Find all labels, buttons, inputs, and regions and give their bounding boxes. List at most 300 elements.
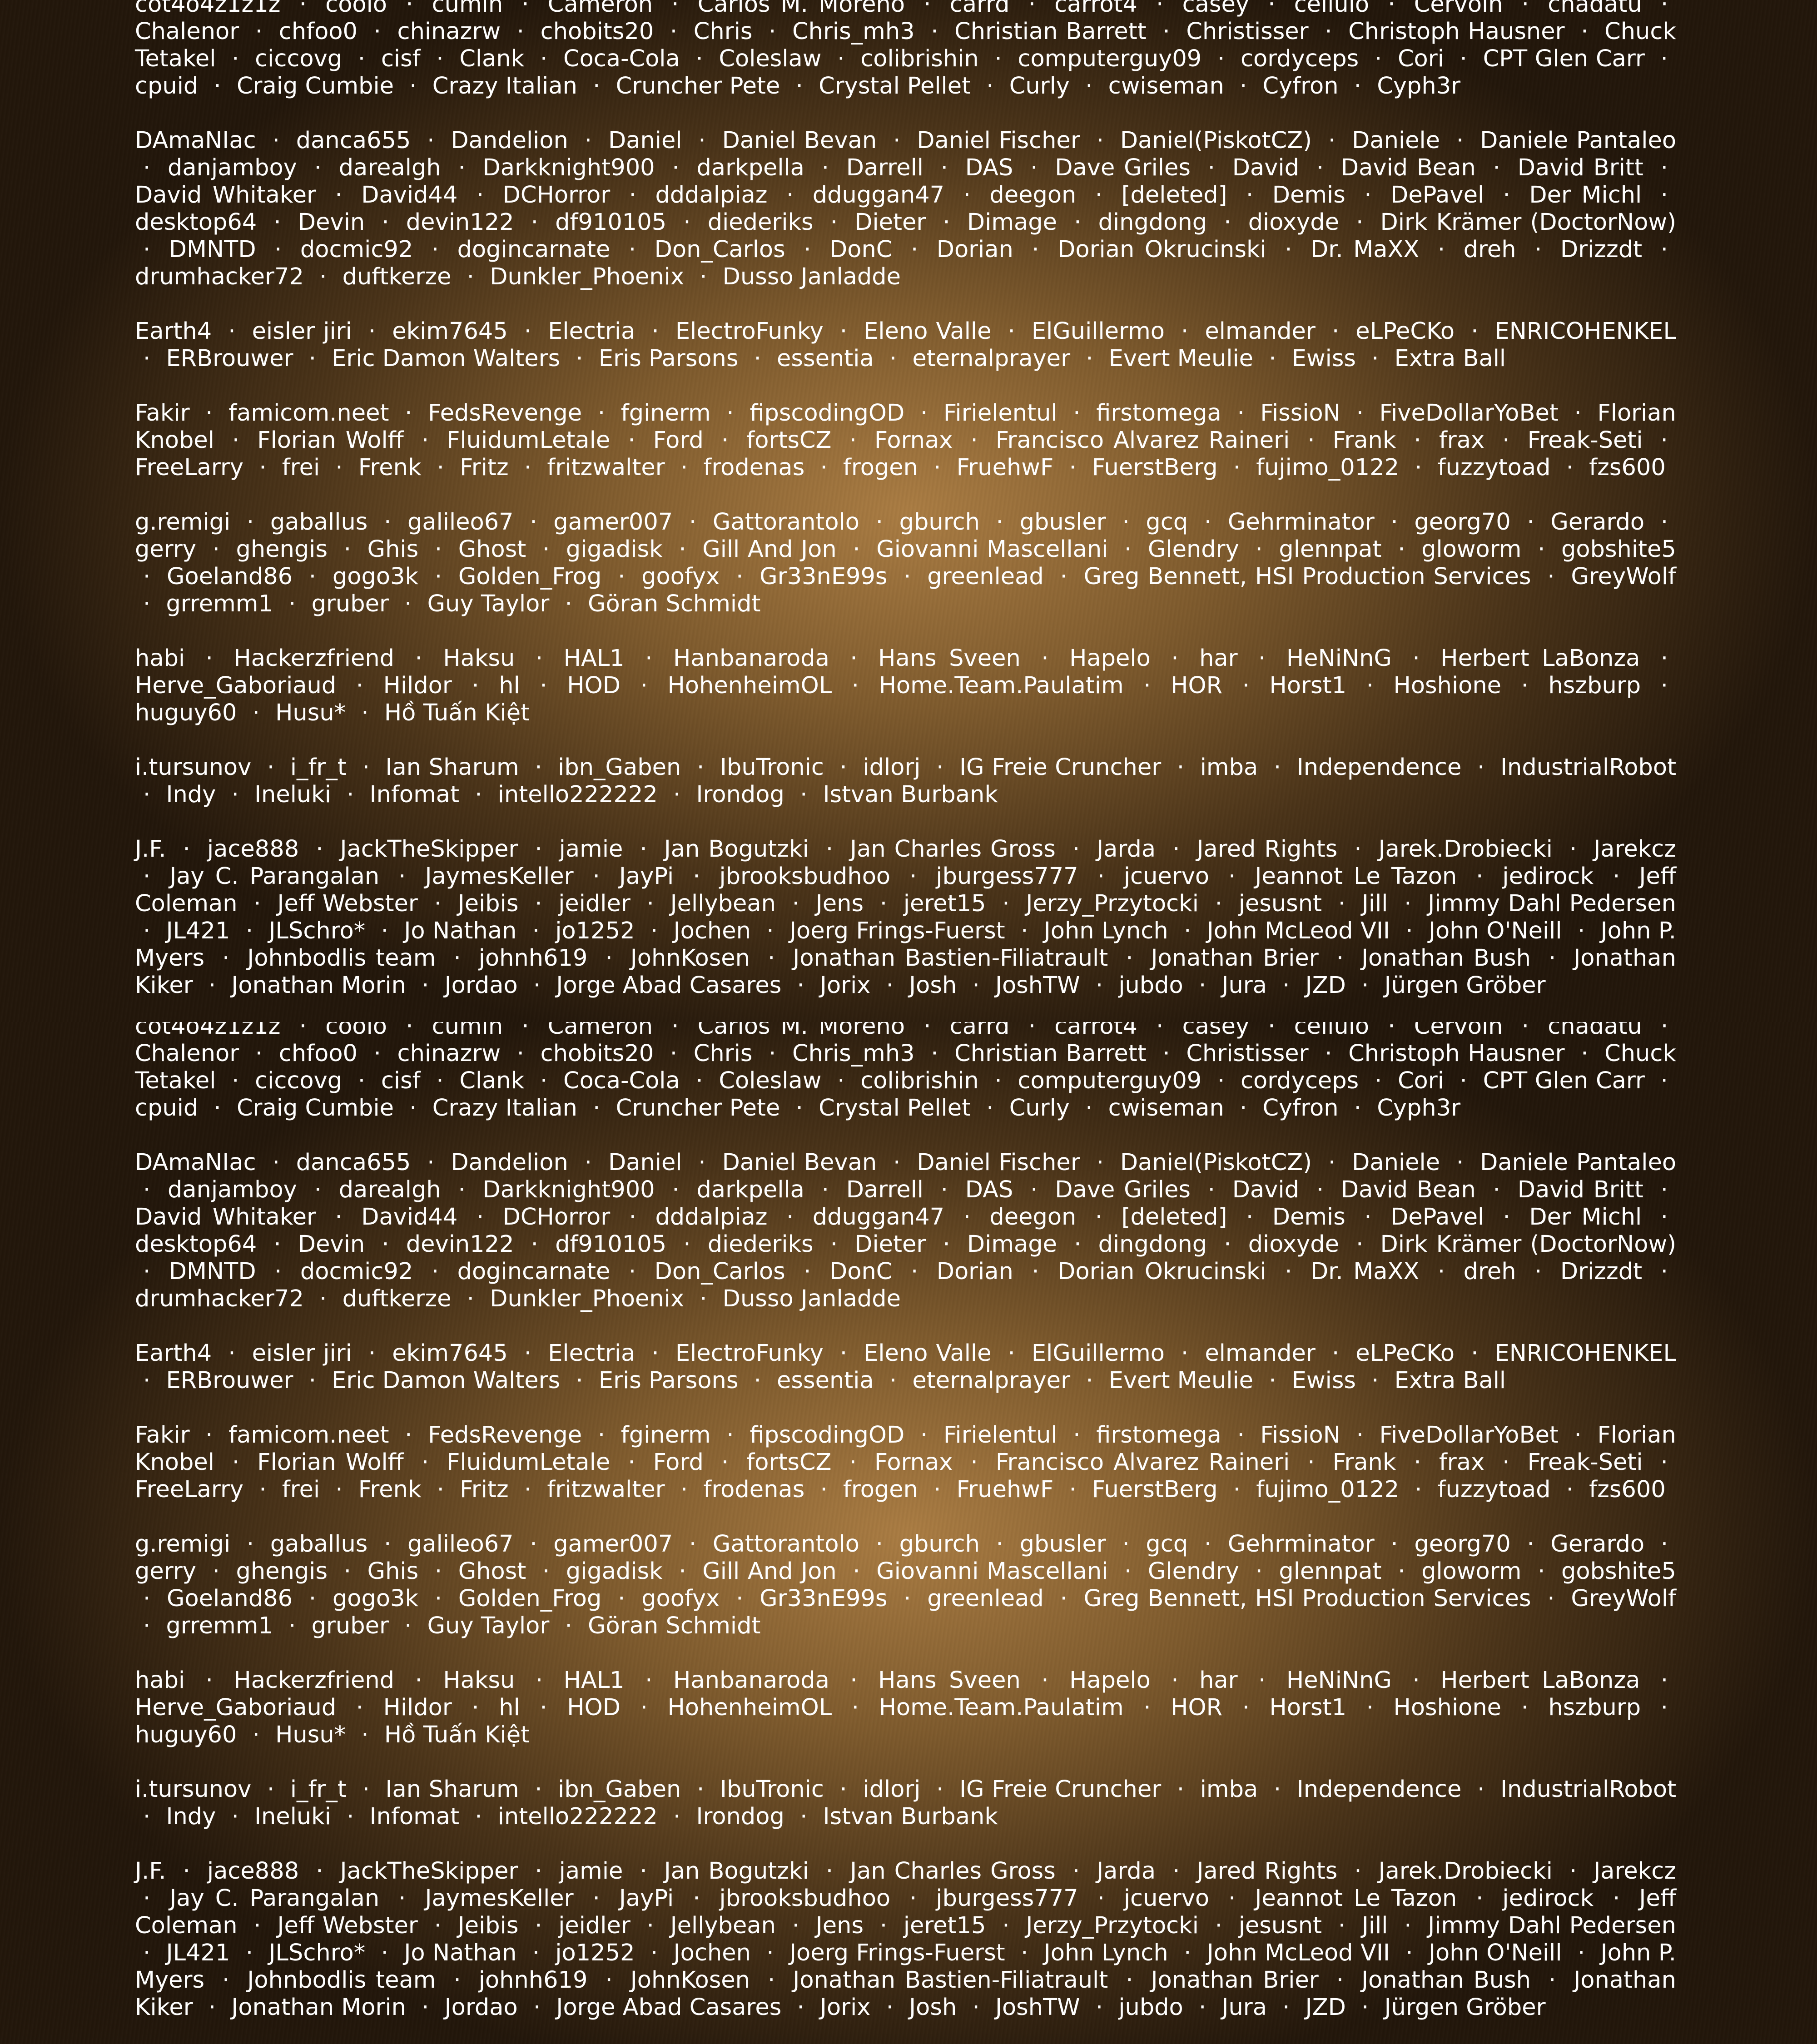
credit-name: Jeibis — [458, 1912, 519, 1939]
credit-name: ElGuillermo — [1032, 1340, 1165, 1367]
credit-name: FissioN — [1260, 1422, 1340, 1449]
credit-name: DMNTD — [169, 1258, 256, 1285]
credit-name: DonC — [829, 236, 892, 263]
credit-name: johnh619 — [479, 1967, 588, 1994]
credit-name: Daniel(PiskotCZ) — [1120, 127, 1312, 154]
credit-name: HohenheimOL — [667, 1694, 832, 1721]
credit-name: Independence — [1297, 754, 1462, 781]
credit-name: Chris_mh3 — [792, 1040, 915, 1067]
credit-name: jo1252 — [555, 1940, 635, 1966]
credit-name: Joerg Frings-Fuerst — [789, 1940, 1005, 1966]
credit-name: David44 — [361, 182, 457, 208]
credit-name: Jo Nathan — [404, 918, 516, 944]
credit-name: IG Freie Cruncher — [959, 754, 1161, 781]
credit-name: gbusler — [1020, 509, 1106, 536]
credit-name: Dorian — [937, 236, 1013, 263]
credit-name: ElectroFunky — [675, 318, 824, 345]
credit-name: fginerm — [621, 1422, 711, 1449]
credit-name: i_fr_t — [290, 1776, 347, 1803]
credit-name: hszburp — [1548, 672, 1641, 699]
credit-name: Darrell — [846, 154, 923, 181]
credit-name: JoshTW — [995, 972, 1080, 999]
credit-name: Dandelion — [451, 127, 568, 154]
credit-name: devin122 — [406, 209, 514, 236]
credit-name: Jill — [1362, 1912, 1388, 1939]
credit-name: Eris Parsons — [599, 1367, 739, 1394]
credit-name: frax — [1439, 1449, 1484, 1476]
credit-name: Chris_mh3 — [792, 18, 915, 45]
credit-name: Fritz — [460, 1476, 509, 1503]
credit-name: eternalprayer — [912, 345, 1070, 372]
credit-name: frogen — [843, 454, 918, 481]
credit-name: Cori — [1398, 1067, 1444, 1094]
credit-name: ekim7645 — [392, 318, 508, 345]
credit-name: Hapelo — [1069, 1667, 1151, 1694]
credit-name: carrd — [950, 0, 1010, 18]
credit-name: Eleno Valle — [864, 318, 991, 345]
credit-name: Jerzy_Przytocki — [1026, 1912, 1199, 1939]
credit-name: fortsCZ — [746, 427, 831, 454]
credit-name: IndustrialRobot — [1500, 1776, 1676, 1803]
credit-name: jedirock — [1502, 863, 1594, 890]
credit-name: gaballus — [270, 509, 367, 536]
credit-name: Jonathan Bush — [1361, 945, 1531, 972]
credit-name: glennpat — [1279, 536, 1381, 563]
credit-name: cumin — [432, 1022, 503, 1040]
credit-name: Jo Nathan — [404, 1940, 516, 1966]
credit-name: GreyWolf — [1571, 563, 1676, 590]
credit-name: darkpella — [696, 1176, 804, 1203]
credit-name: elmander — [1205, 318, 1316, 345]
credit-name: Horst1 — [1270, 1694, 1347, 1721]
credit-name: Cruncher Pete — [616, 1095, 780, 1121]
credit-name: jeret15 — [904, 1912, 986, 1939]
credit-name: gamer007 — [553, 509, 673, 536]
credit-name: drumhacker72 — [135, 1285, 304, 1312]
credit-name: Dorian Okrucinski — [1057, 1258, 1266, 1285]
credit-name: Jorix — [820, 972, 871, 999]
credit-name: FedsRevenge — [428, 1422, 582, 1449]
credit-name: Ewiss — [1292, 345, 1356, 372]
credit-name: Jeibis — [458, 890, 519, 917]
credit-name: Greg Bennett, HSI Production Services — [1084, 563, 1531, 590]
credit-name: Jochen — [674, 1940, 751, 1966]
credit-name: Chris — [694, 18, 753, 45]
credit-name: docmic92 — [300, 1258, 413, 1285]
credit-name: Jarek.Drobiecki — [1379, 836, 1553, 863]
credit-name: Don_Carlos — [655, 236, 785, 263]
credit-name: Gerardo — [1550, 509, 1644, 536]
credit-name: Coleslaw — [719, 1067, 821, 1094]
credit-name: Christian Barrett — [954, 18, 1147, 45]
credit-name: Clank — [459, 1067, 524, 1094]
credit-name: Ford — [653, 427, 704, 454]
credit-name: FissioN — [1260, 400, 1340, 427]
credit-name: David Britt — [1518, 154, 1643, 181]
credit-name: Jürgen Gröber — [1385, 1994, 1546, 2021]
credit-name: chadatu — [1548, 0, 1642, 18]
credit-name: Istvan Burbank — [823, 1803, 998, 1830]
credit-name: Guy Taylor — [427, 590, 550, 617]
credit-name: gigadisk — [566, 536, 663, 563]
credit-name: desktop64 — [135, 1231, 257, 1258]
credit-name: dduggan47 — [813, 182, 944, 208]
credit-name: Coca-Cola — [563, 45, 680, 72]
credit-name: frei — [282, 454, 320, 481]
credit-name: georg70 — [1414, 509, 1510, 536]
credit-name: jace888 — [207, 1858, 299, 1885]
credit-name: Indy — [166, 1803, 216, 1830]
credit-name: Husu* — [275, 700, 346, 726]
credit-name: dingdong — [1098, 1231, 1207, 1258]
credit-name: cot4o4z1z1z — [135, 1022, 281, 1040]
credit-name: HAL1 — [564, 645, 625, 672]
credit-name: ciccovg — [255, 1067, 342, 1094]
credit-name: HeNiNnG — [1286, 1667, 1392, 1694]
credit-name: imba — [1200, 1776, 1258, 1803]
credit-name: Florian Wolff — [257, 1449, 403, 1476]
credit-name: ERBrouwer — [166, 1367, 293, 1394]
credit-name: Craig Cumbie — [237, 73, 394, 99]
credit-name: dreh — [1464, 236, 1516, 263]
credit-name: Herve_Gaboriaud — [135, 672, 336, 699]
credit-name: jbrooksbudhoo — [719, 863, 890, 890]
credit-name: HeNiNnG — [1286, 645, 1392, 672]
credit-name: FiveDollarYoBet — [1379, 1422, 1558, 1449]
credit-name: fuzzytoad — [1438, 1476, 1551, 1503]
credit-name: Haksu — [443, 645, 515, 672]
credit-name: jeidler — [558, 890, 630, 917]
credit-name: cwiseman — [1108, 73, 1224, 99]
credit-name: DePavel — [1390, 1204, 1484, 1230]
credit-name: Darkknight900 — [483, 154, 655, 181]
credit-name: carrd — [950, 1022, 1010, 1040]
credit-name: Gr33nE99s — [760, 563, 887, 590]
credit-name: huguy60 — [135, 1722, 237, 1748]
credit-name: David Bean — [1341, 154, 1476, 181]
credit-name: dioxyde — [1248, 209, 1339, 236]
credit-name: Jonathan Kiker — [135, 945, 1676, 999]
credit-name: Firielentul — [943, 400, 1057, 427]
credit-name: dreh — [1464, 1258, 1516, 1285]
credit-name: diederiks — [708, 209, 814, 236]
credit-name: Jan Bogutzki — [664, 1858, 809, 1885]
credit-name: ElGuillermo — [1032, 318, 1165, 345]
credit-name: HOR — [1171, 1694, 1222, 1721]
credit-name: frax — [1439, 427, 1484, 454]
credit-name: J.F. — [135, 836, 166, 863]
credit-name: gcq — [1146, 1531, 1188, 1558]
credit-name: Crystal Pellet — [819, 1095, 971, 1121]
credit-name: Jeannot Le Tazon — [1255, 1885, 1457, 1912]
credit-name: frei — [282, 1476, 320, 1503]
credit-name: intello222222 — [498, 781, 658, 808]
credit-name: John McLeod VII — [1207, 1940, 1390, 1966]
credit-name: Jonathan Morin — [231, 1994, 406, 2021]
credit-name: fritzwalter — [547, 1476, 665, 1503]
credit-name: Christisser — [1186, 1040, 1308, 1067]
credit-name: drumhacker72 — [135, 263, 304, 290]
credit-name: chobits20 — [541, 18, 654, 45]
credit-name: David Whitaker — [135, 1204, 316, 1230]
credit-name: IbuTronic — [720, 754, 824, 781]
credit-name: Jimmy Dahl Pedersen — [1428, 1912, 1676, 1939]
credit-name: JL421 — [166, 1940, 230, 1966]
credit-name: Drizzdt — [1560, 1258, 1642, 1285]
credit-name: computerguy09 — [1018, 45, 1201, 72]
credit-name: Jeff Webster — [277, 1912, 417, 1939]
credit-name: gaballus — [270, 1531, 367, 1558]
credit-name: Glendry — [1148, 536, 1239, 563]
credit-name: Frank — [1333, 427, 1396, 454]
credit-name: Göran Schmidt — [588, 1612, 760, 1639]
credit-name: Josh — [909, 972, 957, 999]
credit-name: gerry — [135, 1558, 196, 1585]
credit-name: cumin — [432, 0, 503, 18]
credit-name: frogen — [843, 1476, 918, 1503]
credit-name: Dieter — [854, 209, 926, 236]
credit-name: Jeff Coleman — [135, 863, 1676, 917]
credit-name: Darrell — [846, 1176, 923, 1203]
credit-name: Florian Knobel — [135, 1422, 1676, 1476]
credit-name: DAmaNIac — [135, 1149, 256, 1176]
credit-name: cordyceps — [1241, 45, 1359, 72]
credit-name: [deleted] — [1122, 1204, 1227, 1230]
credit-name: jesusnt — [1239, 890, 1322, 917]
credit-name: Jonathan Brier — [1151, 945, 1319, 972]
credit-name: Hildor — [383, 1694, 452, 1721]
credit-name: goofyx — [641, 1585, 720, 1612]
credit-name: David44 — [361, 1204, 457, 1230]
credit-name: Frank — [1333, 1449, 1396, 1476]
credit-name: Fornax — [874, 1449, 953, 1476]
credit-name: cisf — [381, 45, 421, 72]
credit-name: Christian Barrett — [954, 1040, 1147, 1067]
credit-name: Freak-Seti — [1528, 427, 1643, 454]
credit-name: David Britt — [1518, 1176, 1643, 1203]
credit-name: idlorj — [863, 1776, 920, 1803]
credit-name: Dave Griles — [1055, 154, 1191, 181]
credit-name: Cori — [1398, 45, 1444, 72]
credit-name: Ghis — [367, 536, 419, 563]
credit-name: df910105 — [555, 1231, 666, 1258]
credit-name: John Lynch — [1044, 1940, 1168, 1966]
credit-name: Ghis — [367, 1558, 419, 1585]
credit-name: gbusler — [1020, 1531, 1106, 1558]
credit-name: danjamboy — [168, 154, 297, 181]
credit-name: frodenas — [703, 454, 804, 481]
credit-name: Jay C. Parangalan — [169, 863, 379, 890]
credit-name: DePavel — [1390, 182, 1484, 208]
credit-name: computerguy09 — [1018, 1067, 1201, 1094]
credit-name: i.tursunov — [135, 754, 251, 781]
credit-name: jamie — [559, 1858, 623, 1885]
credit-name: JZD — [1306, 972, 1346, 999]
credit-name: Jochen — [674, 918, 751, 944]
credit-name: Daniele Pantaleo — [1480, 127, 1676, 154]
credit-name: Jarda — [1097, 836, 1156, 863]
credit-name: Carlos M. Moreno — [698, 1022, 905, 1040]
credit-name: Dusso Janladde — [723, 1285, 901, 1312]
credit-name: Haksu — [443, 1667, 515, 1694]
credit-name: Evert Meulie — [1109, 1367, 1253, 1394]
credit-name: Jan Charles Gross — [850, 836, 1056, 863]
credit-name: jo1252 — [555, 918, 635, 944]
credit-name: GreyWolf — [1571, 1585, 1676, 1612]
credit-name: Gill And Jon — [702, 1558, 837, 1585]
credit-name: John McLeod VII — [1207, 918, 1390, 944]
credit-name: Coleslaw — [719, 45, 821, 72]
credit-name: duftkerze — [343, 1285, 452, 1312]
credit-name: Curly — [1009, 1095, 1070, 1121]
credit-name: Gattorantolo — [713, 509, 859, 536]
credit-name: jubdo — [1118, 1994, 1183, 2021]
credit-name: Herve_Gaboriaud — [135, 1694, 336, 1721]
credit-name: i.tursunov — [135, 1776, 251, 1803]
credit-name: Goeland86 — [167, 1585, 293, 1612]
credit-name: Demis — [1272, 182, 1345, 208]
credit-name: ENRICOHENKEL — [1495, 1340, 1676, 1367]
credit-name: i_fr_t — [290, 754, 347, 781]
credit-name: FreeLarry — [135, 1476, 243, 1503]
credit-name: idlorj — [863, 754, 920, 781]
credit-name: fginerm — [621, 400, 711, 427]
credit-name: gamer007 — [553, 1531, 673, 1558]
credit-name: Firielentul — [943, 1422, 1057, 1449]
credit-name: imba — [1200, 754, 1258, 781]
credit-name: David Bean — [1341, 1176, 1476, 1203]
credit-name: Indy — [166, 781, 216, 808]
credit-name: jedirock — [1502, 1885, 1594, 1912]
credit-name: Giovanni Mascellani — [876, 536, 1108, 563]
credit-name: Daniele — [1352, 1149, 1440, 1176]
credit-name: JohnKosen — [630, 1967, 750, 1994]
credit-name: Infomat — [370, 781, 459, 808]
credit-name: Chalenor — [135, 1040, 239, 1067]
credit-name: firstomega — [1096, 400, 1221, 427]
credit-name: FruehwF — [957, 454, 1054, 481]
credit-name: Jordao — [445, 1994, 518, 2021]
credit-name: Don_Carlos — [655, 1258, 785, 1285]
credit-name: galileo67 — [407, 509, 514, 536]
credit-name: dddalpiaz — [655, 1204, 767, 1230]
credit-name: dddalpiaz — [655, 182, 767, 208]
credit-name: fortsCZ — [746, 1449, 831, 1476]
credit-name: fipscodingOD — [750, 1422, 904, 1449]
credit-name: elmander — [1205, 1340, 1316, 1367]
credit-name: Crystal Pellet — [819, 73, 971, 99]
credit-name: Dave Griles — [1055, 1176, 1191, 1203]
credit-name: John Lynch — [1044, 918, 1168, 944]
credit-name: danjamboy — [168, 1176, 297, 1203]
credit-name: Christoph Hausner — [1348, 18, 1564, 45]
credit-name: dduggan47 — [813, 1204, 944, 1230]
credit-name: FedsRevenge — [428, 400, 582, 427]
credit-name: johnh619 — [479, 945, 588, 972]
credit-name: Jorge Abad Casares — [556, 972, 781, 999]
credit-name: eLPeCKo — [1355, 318, 1455, 345]
credit-name: greenlead — [927, 1585, 1043, 1612]
credit-name: jubdo — [1118, 972, 1183, 999]
credit-name: Istvan Burbank — [823, 781, 998, 808]
credit-name: Goeland86 — [167, 563, 293, 590]
credit-name: Darkknight900 — [483, 1176, 655, 1203]
credit-name: CPT Glen Carr — [1483, 45, 1645, 72]
credit-name: Ian Sharum — [385, 754, 519, 781]
credit-name: gogo3k — [333, 1585, 418, 1612]
credit-name: Jeannot Le Tazon — [1255, 863, 1457, 890]
credit-name: Drizzdt — [1560, 236, 1642, 263]
credit-name: gloworm — [1421, 1558, 1521, 1585]
credit-name: devin122 — [406, 1231, 514, 1258]
credit-name: Gr33nE99s — [760, 1585, 887, 1612]
credit-name: Hans Sveen — [878, 1667, 1021, 1694]
credit-name: Gehrminator — [1228, 509, 1375, 536]
credit-name: Jens — [816, 890, 864, 917]
credit-name: Jeff Webster — [277, 890, 417, 917]
credit-name: gerry — [135, 536, 196, 563]
credit-name: Jorix — [820, 1994, 871, 2021]
credit-name: ciccovg — [255, 45, 342, 72]
credit-name: g.remigi — [135, 509, 230, 536]
credit-name: FuerstBerg — [1092, 454, 1218, 481]
credit-name: firstomega — [1096, 1422, 1221, 1449]
credit-name: casey — [1182, 1022, 1249, 1040]
credit-name: Ghost — [458, 536, 526, 563]
credit-name: ghengis — [236, 1558, 328, 1585]
credit-name: Jeff Coleman — [135, 1885, 1676, 1939]
credit-name: Dirk Krämer (DoctorNow) — [1380, 1231, 1677, 1258]
credit-name: Der Michl — [1529, 182, 1642, 208]
credit-name: coolo — [325, 0, 387, 18]
credit-name: chfoo0 — [279, 18, 357, 45]
credit-name: David — [1232, 1176, 1299, 1203]
credit-name: eisler jiri — [252, 318, 352, 345]
credit-name: grremm1 — [166, 1612, 273, 1639]
credit-name: cordyceps — [1241, 1067, 1359, 1094]
credit-name: docmic92 — [300, 236, 413, 263]
credit-name: Dandelion — [451, 1149, 568, 1176]
credit-name: df910105 — [555, 209, 666, 236]
credit-name: coolo — [325, 1022, 387, 1040]
credit-name: Christoph Hausner — [1348, 1040, 1564, 1067]
credit-name: Cervoin — [1414, 1022, 1503, 1040]
credit-name: Extra Ball — [1395, 1367, 1506, 1394]
credit-name: Hoshione — [1394, 672, 1502, 699]
credit-name: Cyph3r — [1377, 73, 1460, 99]
credit-name: cpuid — [135, 1095, 198, 1121]
credit-name: Carlos M. Moreno — [698, 0, 905, 18]
credit-name: ekim7645 — [392, 1340, 508, 1367]
credit-name: Giovanni Mascellani — [876, 1558, 1108, 1585]
credit-name: gcq — [1146, 509, 1188, 536]
credit-name: diederiks — [708, 1231, 814, 1258]
credit-name: cot4o4z1z1z — [135, 0, 281, 18]
credit-name: Dr. MaXX — [1311, 1258, 1419, 1285]
credit-name: Dunkler_Phoenix — [490, 263, 684, 290]
credit-name: Dorian Okrucinski — [1057, 236, 1266, 263]
credit-name: Guy Taylor — [427, 1612, 550, 1639]
credit-name: Horst1 — [1270, 672, 1347, 699]
credit-name: fipscodingOD — [750, 400, 904, 427]
credit-name: JLSchro* — [269, 918, 366, 944]
credit-name: Dieter — [854, 1231, 926, 1258]
credit-name: Jonathan Bastien-Filiatrault — [793, 1967, 1108, 1994]
credit-name: Earth4 — [135, 318, 212, 345]
credit-name: JLSchro* — [269, 1940, 366, 1966]
credit-name: Hackerzfriend — [233, 1667, 394, 1694]
credit-name: Demis — [1272, 1204, 1345, 1230]
